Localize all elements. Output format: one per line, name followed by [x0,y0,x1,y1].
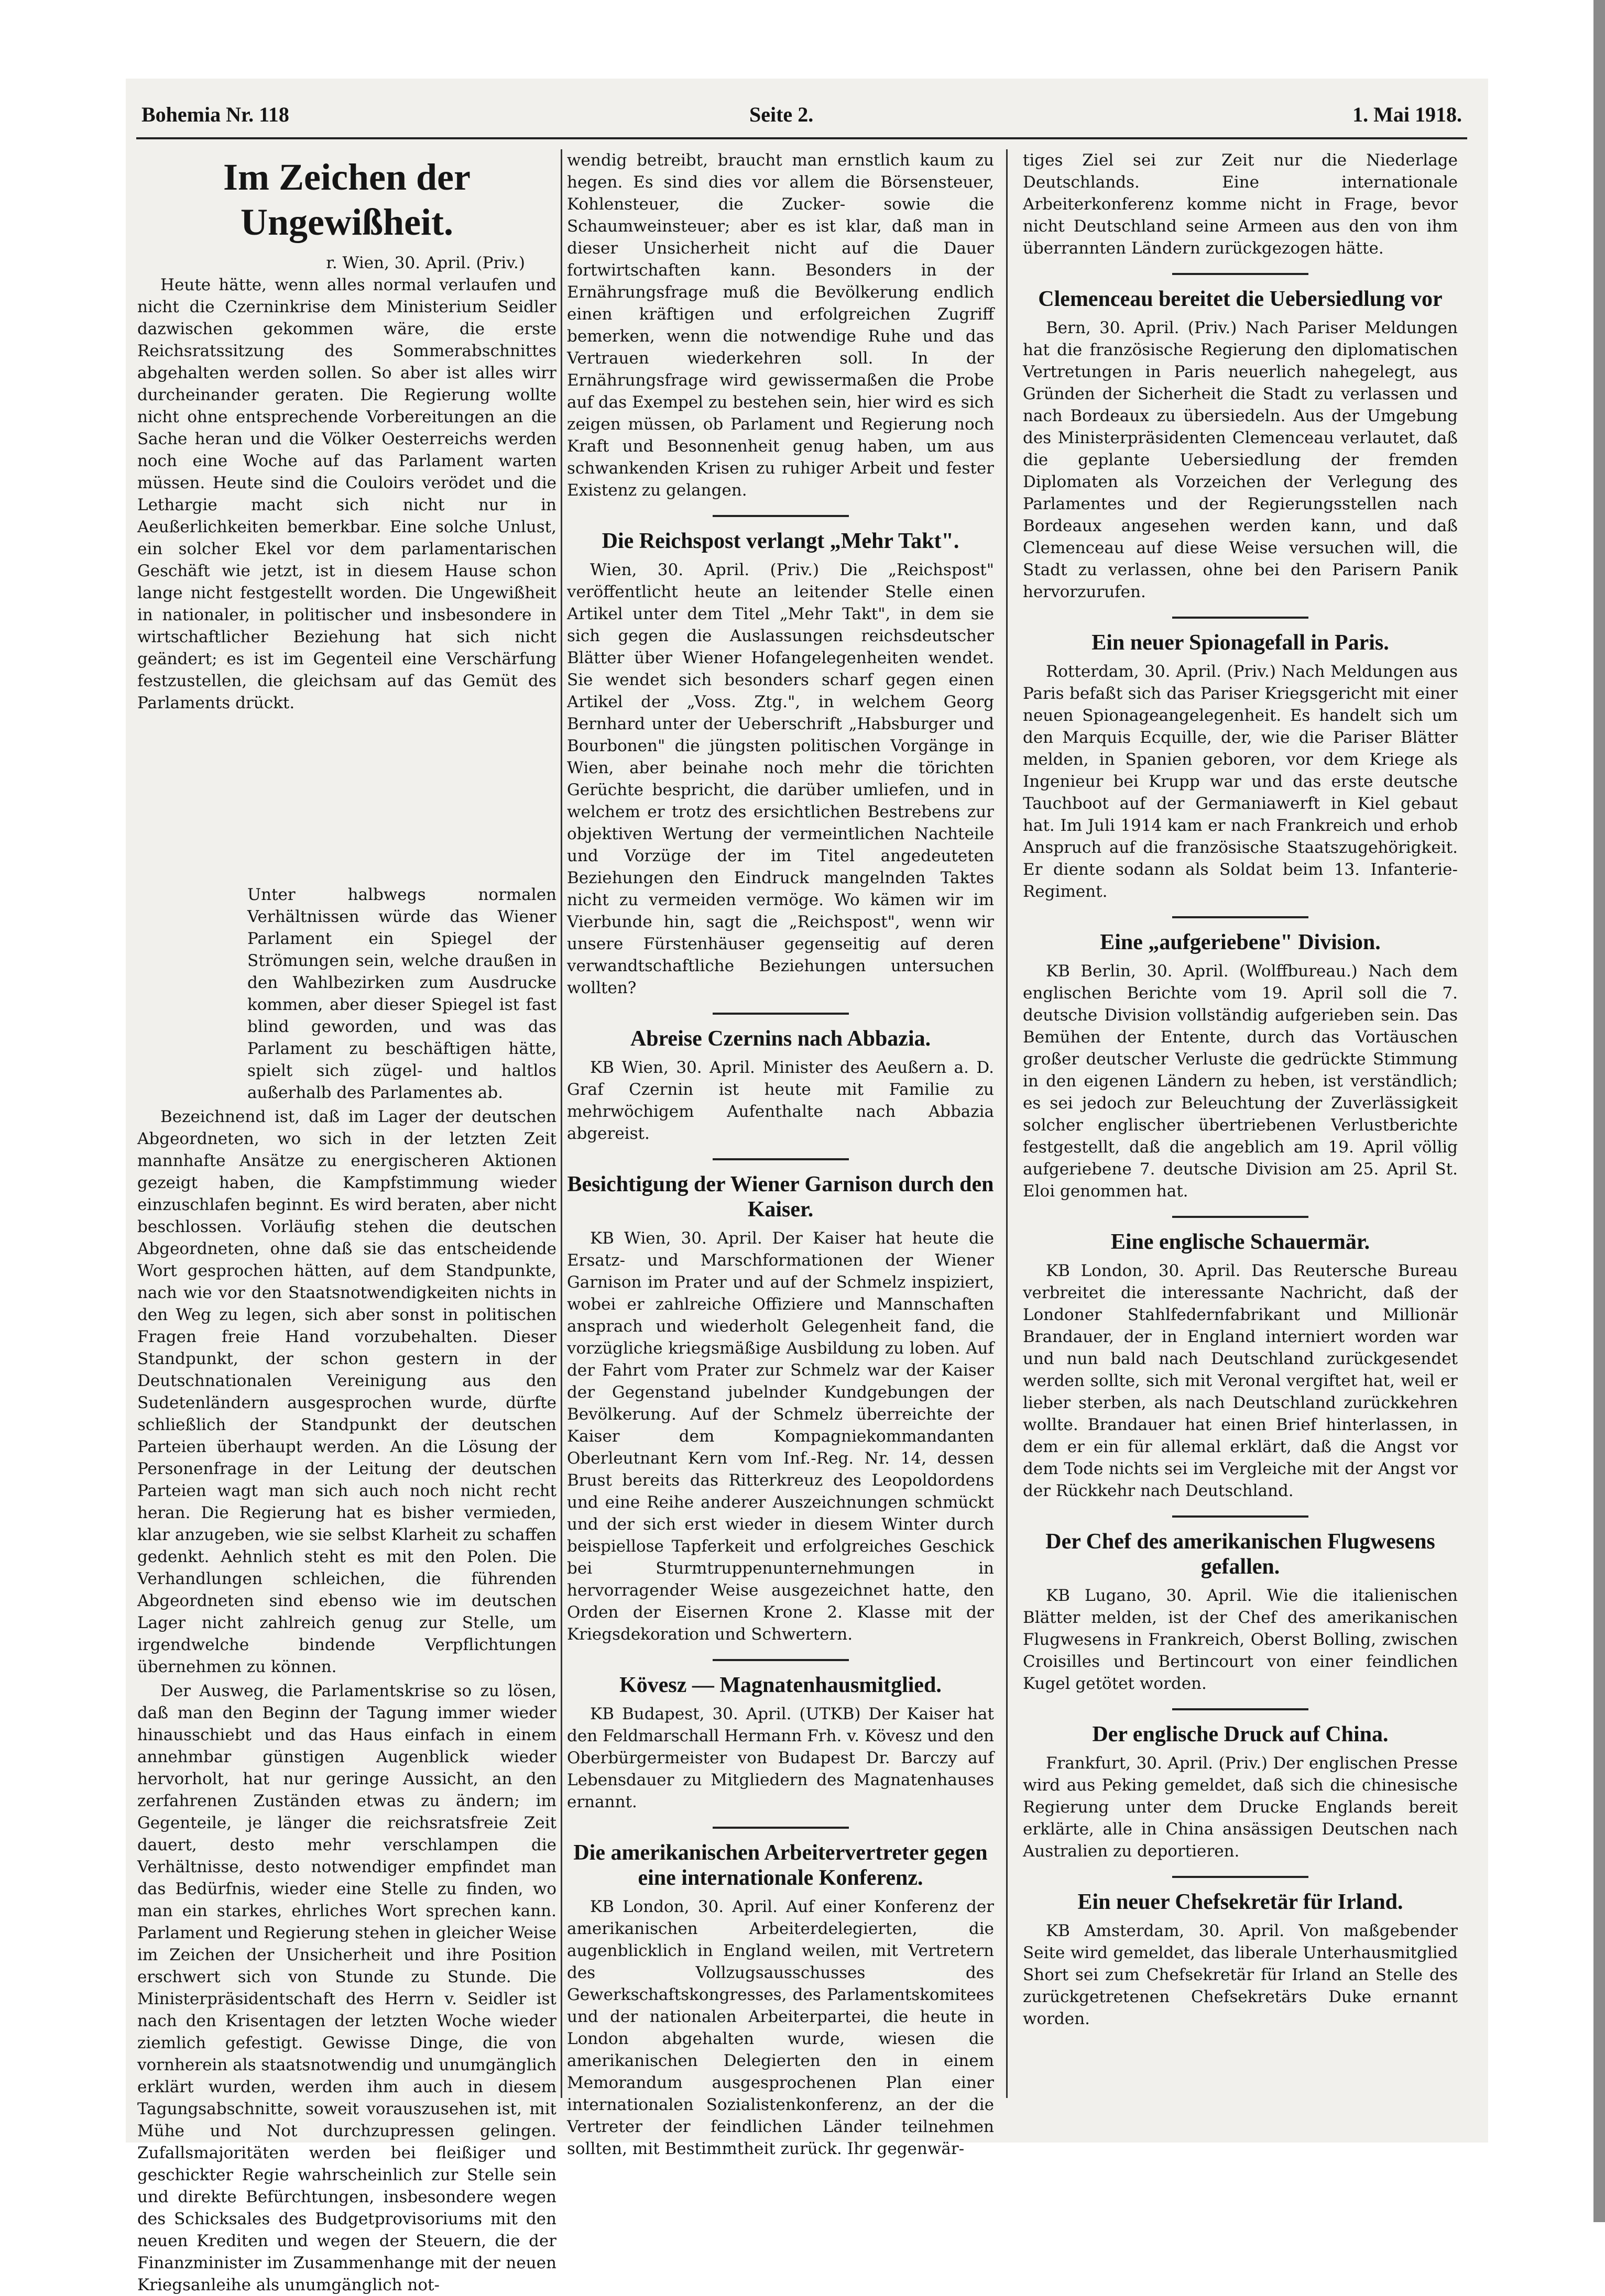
article-paragraph: Rotterdam, 30. April. (Priv.) Nach Meldungen aus Paris befaßt sich das Pariser Kriegsgericht mit einer neuen Spionageangelegenheit. Es handelt sich um den Marquis Ecquille, der, wie die Pariser Blätter melden, in Spanien geboren, vor dem Kriege als Ingenieur bei Krupp war und das erste deutsche Tauchboot auf der Germaniawerft in Kiel gebaut hat. Im Juli 1914 kam er nach Frankreich und erhob Anspruch auf die französische Staatszugehörigkeit. Er diente sodann als Soldat beim 13. Infanterie-Regiment. [1023,662,1458,901]
article-paragraph: KB London, 30. April. Das Reutersche Bureau verbreitet die interessante Nachricht, daß der Londoner Stahlfedernfabrikant und Millionär Brandauer, der in England interniert worden war und nun bald nach Deutschland zurückgesendet werden sollte, sich mit Veronal vergiftet hat, weil er lieber sterben, als nach Deutschland zurückkehren wollte. Brandauer hat einen Brief hinterlassen, in dem er ein für allemal erklärt, daß die Angst vor dem Tode nichts sei im Vergleiche mit der Angst vor der Rückkehr nach Deutschland. [1023,1261,1458,1500]
column-1 [137,149,556,2294]
column-divider [1006,149,1008,2098]
blank-space [137,716,556,884]
column-3 [1023,149,1458,2098]
column-2 [567,149,994,2158]
section-rule [713,1158,849,1160]
masthead-date: 1. Mai 1918. [1352,103,1462,126]
article-paragraph: Heute hätte, wenn alles normal verlaufen und nicht die Czerninkrise dem Ministerium Seidler dazwischen gekommen wäre, die erste Reichsratssitzung des Sommerabschnittes abgehalten werden sollen. So aber ist alles wirr durcheinander geraten. Die Regierung wollte nicht ohne entsprechende Vorbereitungen an die Sache heran und die Völker Oesterreichs werden noch eine Woche auf das Parlament warten müssen. Heute sind die Couloirs verödet und die Lethargie macht sich nicht nur in Aeußerlichkeiten bemerkbar. Eine solche Unlust, ein solcher Ekel vor dem parlamentarischen Geschäft wie jetzt, ist in diesem Hause schon lange nicht festgestellt worden. Die Ungewißheit in nationaler, in politischer und insbesondere in wirtschaftlicher Beziehung hat sich nicht geändert; es ist im Gegenteil eine Verschärfung festzustellen, die gleichsam auf das Gemüt des Parlaments drückt. [137,276,556,712]
masthead-rule [136,137,1467,139]
article-paragraph: Unter halbwegs normalen Verhältnissen würde das Wiener Parlament ein Spiegel der Strömungen sein, welche draußen in den Wahlbezirken zum Ausdrucke kommen, aber dieser Spiegel ist fast blind geworden, und was das Parlament zu beschäftigen hätte, spielt sich zügel- und haltlos außerhalb des Parlamentes ab. [247,885,556,1102]
article-headline: Im Zeichen der Ungewißheit. [223,156,471,243]
section-rule [1172,1708,1308,1710]
article-headline: Ein neuer Spionagefall in Paris. [1091,631,1389,655]
article-paragraph: Bezeichnend ist, daß im Lager der deutschen Abgeordneten, wo sich in der letzten Zeit mannhafte Ansätze zu energischeren Aktionen gezeigt haben, die Kampfstimmung wieder einzuschlafen beginnt. Es wird beraten, aber nicht beschlossen. Vorläufig stehen die deutschen Abgeordneten, ohne daß sie das entscheidende Wort gesprochen hätten, auf dem Standpunkte, nach wie vor den Staatsnotwendigkeiten nichts in den Weg zu legen, sich aber sonst in politischen Fragen freie Hand vorzubehalten. Dieser Standpunkt, der schon gestern in der Deutschnationalen Vereinigung aus den Sudetenländern ausgesprochen wurde, dürfte schließlich der Standpunkt der deutschen Parteien überhaupt werden. An die Lösung der Personenfrage in der Leitung der deutschen Parteien wagt man sich auch noch nicht recht heran. Die Regierung hat es bisher vermieden, klar anzugeben, wie sie selbst Klarheit zu schaffen gedenkt. Aehnlich steht es mit den Polen. Die Verhandlungen schleichen, die führenden Abgeordneten sind ebenso wie im deutschen Lager nicht zahlreich genug zur Stelle, um irgendwelche bindende Verpflichtungen übernehmen zu können. [137,1107,556,1676]
section-rule [1172,916,1308,918]
masthead-page-number: Seite 2. [749,103,814,126]
article-headline: Eine „aufgeriebene" Division. [1100,930,1381,954]
article-headline: Ein neuer Chefsekretär für Irland. [1077,1890,1403,1914]
section-rule [1172,273,1308,275]
article-headline: Abreise Czernins nach Abbazia. [630,1027,931,1051]
article-headline: Die amerikanischen Arbeitervertreter gegen eine internationale Konferenz. [573,1841,988,1890]
article-paragraph: KB Amsterdam, 30. April. Von maßgebender Seite wird gemeldet, das liberale Unterhausmitglied Short sei zum Chefsekretär für Irland an Stelle des zurückgetretenen Chefsekretärs Duke ernannt worden. [1023,1921,1458,2028]
article-paragraph: Wien, 30. April. (Priv.) Die „Reichspost" veröffentlicht heute an leitender Stelle einen Artikel unter dem Titel „Mehr Takt", in dem sie sich gegen die Auslassungen reichsdeutscher Blätter über Wiener Hofangelegenheiten wendet. Sie wendet sich besonders scharf gegen einen Artikel der „Voss. Ztg.", in welchem Georg Bernhard unter der Ueberschrift „Habsburger und Bourbonen" die jüngsten politischen Vorgänge in Wien, aber beinahe noch mehr die törichten Gerüchte bespricht, die darüber umliefen, und in welchem er trotz des ersichtlichen Bestrebens zur objektiven Wertung der vermeintlichen Nachteile und Vorzüge der im Titel angedeuteten Beziehungen den Eindruck mangelnden Taktes nicht zu vermeiden vermöge. Wo kämen wir im Vierbunde hin, sagt die „Reichspost", wenn wir unsere Fürstenhäuser gegenseitig auf deren verwandtschaftliche Beziehungen untersuchen wollten? [567,561,994,997]
section-rule [1172,1216,1308,1218]
section-rule [1172,1515,1308,1518]
article-paragraph: KB Wien, 30. April. Minister des Aeußern a. D. Graf Czernin ist heute mit Familie zu mehrwöchigem Aufenthalte nach Abbazia abgereist. [567,1058,994,1143]
section-rule [1172,1876,1308,1878]
section-rule [713,1659,849,1661]
section-rule [713,1827,849,1829]
article-paragraph: KB Budapest, 30. April. (UTKB) Der Kaiser hat den Feldmarschall Hermann Frh. v. Kövesz und den Oberbürgermeister von Budapest Dr. Barczy auf Lebensdauer zu Mitgliedern des Magnatenhauses ernannt. [567,1705,994,1811]
column-divider [561,149,562,2098]
article-headline: Eine englische Schauermär. [1110,1230,1370,1254]
article-paragraph: KB Lugano, 30. April. Wie die italienischen Blätter melden, ist der Chef des amerikanischen Flugwesens in Frankreich, Oberst Bolling, zwischen Croisilles und Bertincourt von einer feindlichen Kugel getötet worden. [1023,1586,1458,1693]
scan-frame-edge [1593,0,1605,2222]
article-paragraph: tiges Ziel sei zur Zeit nur die Niederlage Deutschlands. Eine internationale Arbeiterkonferenz komme nicht in Frage, bevor nicht Deutschland seine Armeen aus den von ihm überrannten Ländern zurückgezogen hätte. [1023,151,1458,258]
masthead-issue: Bohemia Nr. 118 [141,103,289,126]
article-paragraph: KB Berlin, 30. April. (Wolffbureau.) Nach dem englischen Berichte vom 19. April soll die 7. deutsche Division vollständig aufgerieben sein. Das Bemühen der Entente, durch das Vortäuschen großer deutscher Verluste die gedrückte Stimmung in den eigenen Ländern zu heben, ist verständlich; es sei jedoch zur Beleuchtung der Zuverlässigkeit solcher englischer übertriebenen Verlustberichte festgestellt, daß die angeblich am 19. April völlig aufgeriebene 7. deutsche Division am 25. April St. Eloi genommen hat. [1023,962,1458,1201]
article-paragraph: Bern, 30. April. (Priv.) Nach Pariser Meldungen hat die französische Regierung den diplomatischen Vertretungen in Paris neuerlich nahegelegt, aus Gründen der Sicherheit die Stadt zu verlassen und nach Bordeaux zu übersiedeln. Aus der Umgebung des Ministerpräsidenten Clemenceau verlautet, daß die geplante Uebersiedlung der fremden Diplomaten als Vorzeichen der Verlegung des Parlamentes und der Regierungsstellen nach Bordeaux angesehen werden kann, und daß Clemenceau auf diese Weise versuchen will, die Stadt zu verlassen, ohne bei den Parisern Panik hervorzurufen. [1023,318,1458,601]
article-headline: Besichtigung der Wiener Garnison durch den Kaiser. [567,1172,994,1222]
section-rule [1172,617,1308,619]
article-headline: Der Chef des amerikanischen Flugwesens gefallen. [1045,1530,1435,1579]
section-rule [713,515,849,517]
article-paragraph: KB Wien, 30. April. Der Kaiser hat heute die Ersatz- und Marschformationen der Wiener Garnison im Prater und auf der Schmelz inspiziert, wobei er zahlreiche Offiziere und Mannschaften ansprach und wiederholt Gelegenheit fand, die vorzügliche kriegsmäßige Ausbildung zu loben. Auf der Fahrt vom Prater zur Schmelz war der Kaiser der Gegenstand jubelnder Kundgebungen der Bevölkerung. Auf der Schmelz überreichte der Kaiser dem Kompagniekommandanten Oberleutnant Kern vom Inf.-Reg. Nr. 14, dessen Brust bereits das Ritterkreuz des Leopoldordens und eine Reihe anderer Auszeichnungen schmückt und der sich erst wieder in diesem Winter durch beispiellose Tapferkeit und erfolgreiches Geschick bei Sturmtruppenunternehmungen in hervorragender Weise ausgezeichnet hatte, den Orden der Eisernen Krone 2. Klasse mit der Kriegsdekoration und Schwertern. [567,1229,994,1644]
article-headline: Die Reichspost verlangt „Mehr Takt". [602,529,959,553]
article-paragraph: KB London, 30. April. Auf einer Konferenz der amerikanischen Arbeiterdelegierten, die augenblicklich in England weilen, mit Vertretern des Vollzugsausschusses des Gewerkschaftskongresses, des Parlamentskomitees und der nationalen Arbeiterpartei, die heute in London abgehalten wurde, wiesen die amerikanischen Delegierten den in einem Memorandum ausgesprochenen Plan einer internationalen Sozialistenkonferenz, an der die Vertreter der feindlichen Länder teilnehmen sollten, mit Bestimmtheit zurück. Ihr gegenwär- [567,1897,994,2158]
article-headline: Kövesz — Magnatenhausmitglied. [619,1673,942,1697]
article-paragraph: wendig betreibt, braucht man ernstlich kaum zu hegen. Es sind dies vor allem die Börsensteuer, Kohlensteuer, die Zucker- sowie die Schaumweinsteuer; aber es ist klar, daß man in dieser Unsicherheit nicht auf die Dauer fortwirtschaften kann. Besonders in der Ernährungsfrage muß die Bevölkerung endlich einen kräftigen und erfolgreichen Zugriff bemerken, wenn die notwendige Ruhe und das Vertrauen wiederkehren soll. In der Ernährungsfrage wird gewissermaßen die Probe auf das Exempel zu bestehen sein, hier wird es sich zeigen müssen, ob Parlament und Regierung noch Kraft und Besonnenheit genug haben, um aus schwankenden Krisen zu ruhiger Arbeit und fester Existenz zu gelangen. [567,151,994,500]
article-headline: Der englische Druck auf China. [1092,1722,1389,1746]
masthead [131,102,1472,134]
article-headline: Clemenceau bereitet die Uebersiedlung vor [1038,287,1443,311]
section-rule [713,1013,849,1015]
article-byline: r. Wien, 30. April. (Priv.) [326,254,525,272]
article-paragraph: Frankfurt, 30. April. (Priv.) Der englischen Presse wird aus Peking gemeldet, daß sich die chinesische Regierung unter dem Drucke Englands bereit erklärte, alle in China ansässigen Deutschen nach Australien zu deportieren. [1023,1754,1458,1861]
article-paragraph: Der Ausweg, die Parlamentskrise so zu lösen, daß man den Beginn der Tagung immer wieder hinausschiebt und das Haus einfach in einem annehmbar günstigen Augenblick wieder hervorholt, hat nur geringe Aussicht, an den zerfahrenen Zuständen etwas zu ändern; im Gegenteile, je länger die reichsratsfreie Zeit dauert, desto mehr verschlampen die Verhältnisse, desto notwendiger empfindet man das Bedürfnis, wieder eine Stelle zu finden, wo man ein starkes, ehrliches Wort sprechen kann. Parlament und Regierung stehen in gleicher Weise im Zeichen der Unsicherheit und ihre Position erschwert sich von Stunde zu Stunde. Die Ministerpräsidentschaft des Herrn v. Seidler ist nach den Krisentagen der letzten Woche wieder ziemlich gefestigt. Gewisse Dinge, die von vornherein als staatsnotwendig und unumgänglich erklärt wurden, werden ihm auch in diesem Tagungsabschnitte, soweit vorauszusehen ist, mit Mühe und Not durchzupressen gelingen. Zufallsmajoritäten werden bei fleißiger und geschickter Regie wahrscheinlich zur Stelle sein und direkte Befürchtungen, insbesondere wegen des Schicksales des Budgetprovisoriums mit den neuen Krediten und wegen der Steuern, die der Finanzminister im Zusammenhange mit der neuen Kriegsanleihe als unumgänglich not- [137,1682,556,2294]
